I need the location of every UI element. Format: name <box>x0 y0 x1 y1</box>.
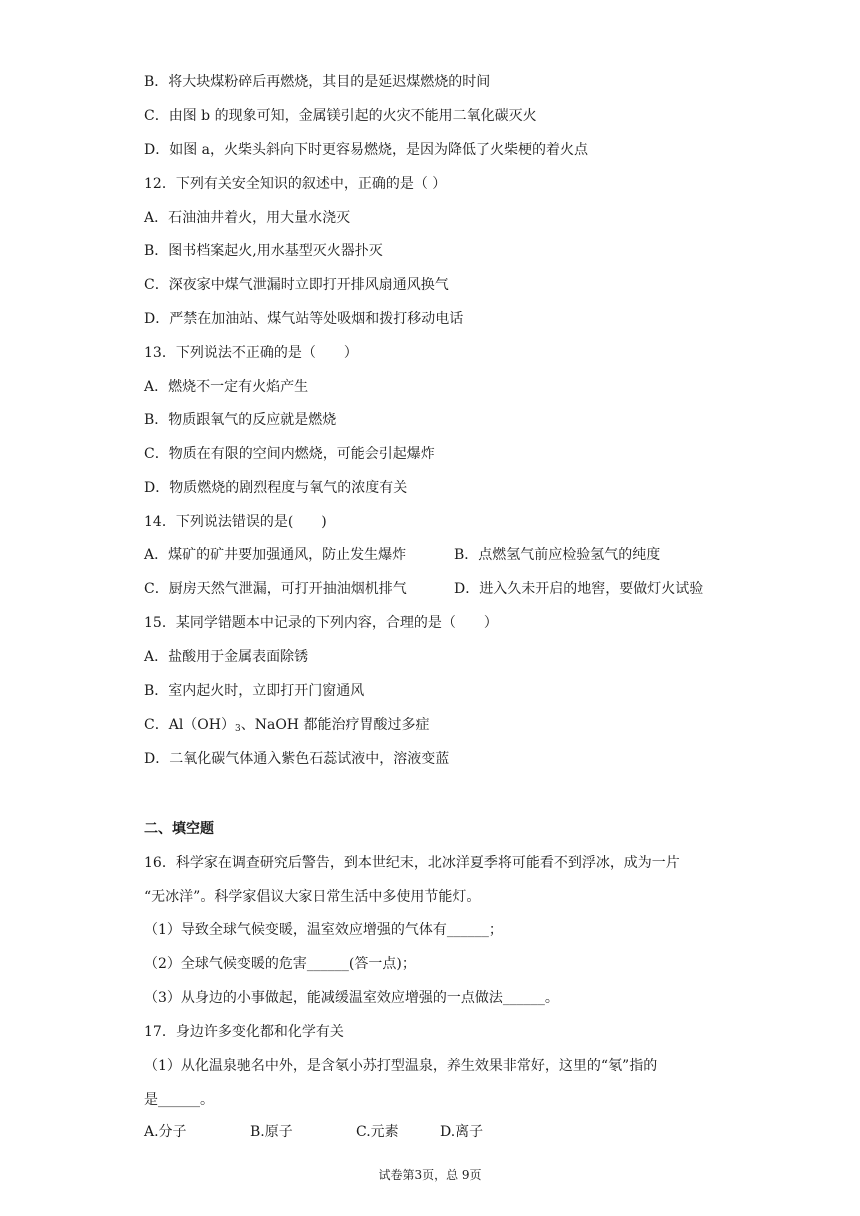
q15-option-c-suffix: 、NaOH 都能治疗胃酸过多症 <box>240 717 430 733</box>
q16-subquestion-1: （1）导致全球气候变暖，温室效应增强的气体有______； <box>144 922 503 938</box>
question-17: 17．身边许多变化都和化学有关 <box>144 1024 344 1040</box>
question-14: 14．下列说法错误的是( ) <box>144 514 327 530</box>
q17-subquestion-1-line-2: 是______。 <box>144 1092 214 1108</box>
q16-subquestion-3: （3）从身边的小事做起，能减缓温室效应增强的一点做法______。 <box>144 990 559 1006</box>
page-footer: 试卷第3页，总 9页 <box>378 1168 482 1182</box>
q17-option-b: B.原子 <box>250 1124 293 1140</box>
q13-option-d: D．物质燃烧的剧烈程度与氧气的浓度有关 <box>144 480 408 496</box>
q15-option-c-prefix: C．Al（OH） <box>144 717 235 733</box>
q17-subquestion-1-line-1: （1）从化温泉驰名中外，是含氡小苏打型温泉，养生效果非常好，这里的“氡”指的 <box>144 1058 658 1074</box>
q12-option-a: A．石油油井着火，用大量水浇灭 <box>144 210 351 226</box>
q15-option-b: B．室内起火时，立即打开门窗通风 <box>144 683 365 699</box>
q16-subquestion-2: （2）全球气候变暖的危害______(答一点)； <box>144 956 416 972</box>
q12-option-d: D．严禁在加油站、煤气站等处吸烟和拨打移动电话 <box>144 311 464 327</box>
q14-option-c: C．厨房天然气泄漏，可打开抽油烟机排气 <box>144 581 407 597</box>
q14-option-b: B．点燃氢气前应检验氢气的纯度 <box>454 547 661 563</box>
q13-option-a: A．燃烧不一定有火焰产生 <box>144 379 309 395</box>
q14-option-d: D．进入久未开启的地窖，要做灯火试验 <box>454 581 704 597</box>
q11-option-c: C．由图 b 的现象可知，金属镁引起的火灾不能用二氧化碳灭火 <box>144 108 537 124</box>
q11-option-b: B．将大块煤粉碎后再燃烧，其目的是延迟煤燃烧的时间 <box>144 74 491 90</box>
question-15: 15．某同学错题本中记录的下列内容，合理的是（ ） <box>144 615 498 631</box>
q17-option-a: A.分子 <box>144 1124 187 1140</box>
q14-option-a: A．煤矿的矿井要加强通风，防止发生爆炸 <box>144 547 407 563</box>
q15-option-c-subscript: 3 <box>235 724 241 734</box>
question-12: 12．下列有关安全知识的叙述中，正确的是（ ） <box>144 176 447 192</box>
q15-option-d: D．二氧化碳气体通入紫色石蕊试液中，溶液变蓝 <box>144 751 450 767</box>
question-16-line-1: 16．科学家在调查研究后警告，到本世纪末，北冰洋夏季将可能看不到浮冰，成为一片 <box>144 855 680 871</box>
question-16-line-2: “无冰洋”。科学家倡议大家日常生活中多使用节能灯。 <box>144 889 481 905</box>
q13-option-b: B．物质跟氧气的反应就是燃烧 <box>144 412 337 428</box>
q15-option-c <box>144 715 429 739</box>
q13-option-c: C．物质在有限的空间内燃烧，可能会引起爆炸 <box>144 446 435 462</box>
q17-option-c: C.元素 <box>356 1124 399 1140</box>
question-13: 13．下列说法不正确的是（ ） <box>144 345 358 361</box>
section-heading-fill-blank: 二、填空题 <box>144 821 214 837</box>
q17-option-d: D.离子 <box>440 1124 484 1140</box>
q11-option-d: D．如图 a，火柴头斜向下时更容易燃烧，是因为降低了火柴梗的着火点 <box>144 142 589 158</box>
q12-option-b: B．图书档案起火,用水基型灭火器扑灭 <box>144 243 383 259</box>
q15-option-a: A．盐酸用于金属表面除锈 <box>144 649 309 665</box>
q12-option-c: C．深夜家中煤气泄漏时立即打开排风扇通风换气 <box>144 277 449 293</box>
